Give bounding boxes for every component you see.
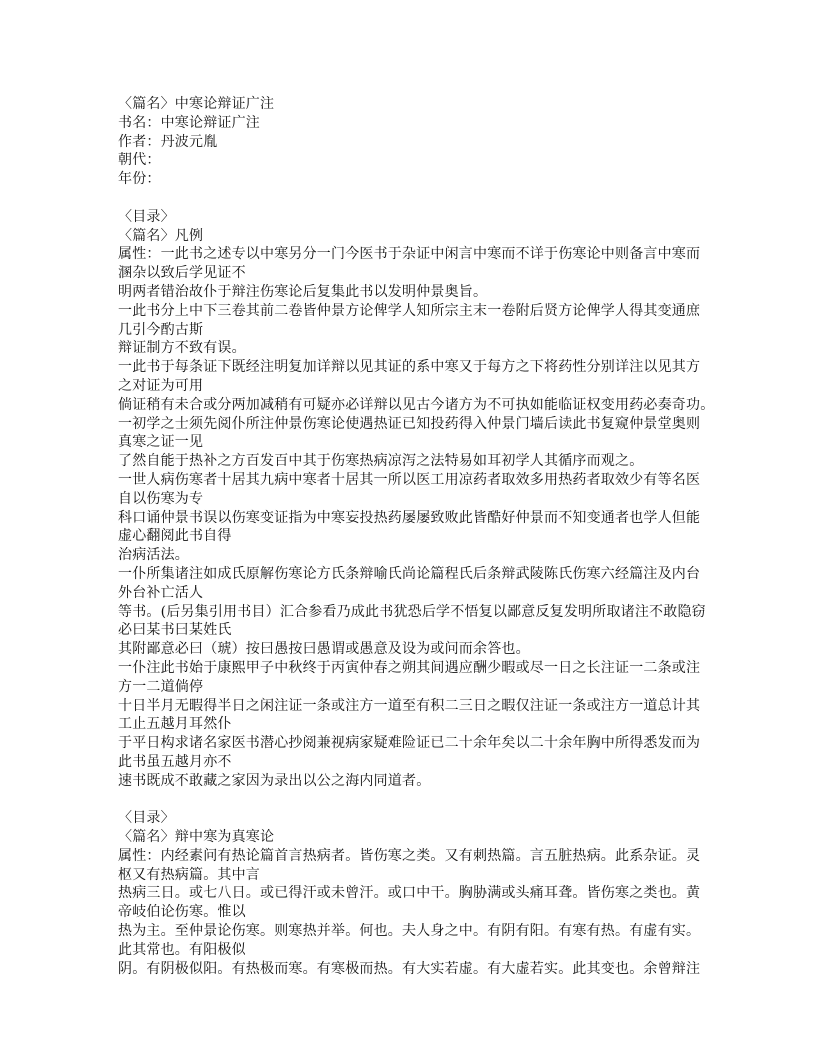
text-line: 〈篇名〉凡例 [118, 227, 204, 244]
text-line: 阴。有阴极似阳。有热极而寒。有寒极而热。有大实若虚。有大虚若实。此其变也。余曾辩注 [118, 960, 701, 977]
text-line: 自以伤寒为专 [118, 490, 204, 507]
text-line: 一初学之士须先阅仆所注仲景伤寒论使遇热证已知投药得入仲景门墙后读此书复窥仲景堂奥则 [118, 415, 701, 432]
text-line: 此其常也。有阳极似 [118, 941, 246, 958]
text-line: 外台补亡活人 [118, 584, 204, 601]
text-line: 溷杂以致后学见证不 [118, 265, 246, 282]
text-line: 年份： [118, 171, 161, 188]
blank-line [118, 189, 714, 208]
document-body [118, 95, 714, 978]
text-line: 速书既成不敢藏之家因为录出以公之海内同道者。 [118, 772, 431, 789]
text-line: 热病三日。或七八日。或已得汗或未曾汗。或口中干。胸胁满或头痛耳聋。皆伤寒之类也。黄 [118, 885, 701, 902]
text-line: 一仆注此书始于康熙甲子中秋终于丙寅仲春之朔其间遇应酬少暇或尽一日之长注证一二条或注 [118, 659, 701, 676]
text-line: 方一二道倘停 [118, 678, 204, 695]
text-line: 必曰某书曰某姓氏 [118, 622, 232, 639]
text-line: 辩证制方不致有误。 [118, 340, 246, 357]
text-line: 工止五越月耳然仆 [118, 716, 232, 733]
text-line: 作者：丹波元胤 [118, 133, 218, 150]
text-line: 一世人病伤寒者十居其九病中寒者十居其一所以医工用凉药者取效多用热药者取效少有等名医 [118, 471, 701, 488]
text-line: 虚心翻阅此书自得 [118, 528, 232, 545]
text-line: 枢又有热病篇。其中言 [118, 866, 260, 883]
text-line: 于平日构求诸名家医书潜心抄阅兼视病家疑难险证已二十余年矣以二十余年胸中所得悉发而为 [118, 735, 701, 752]
text-line: 帝岐伯论伤寒。惟以 [118, 904, 246, 921]
text-line: 〈篇名〉中寒论辩证广注 [118, 96, 275, 112]
text-line: 真寒之证一见 [118, 434, 204, 451]
text-line: 治病活法。 [118, 547, 189, 564]
blank-line [118, 790, 714, 809]
text-line: 之对证为可用 [118, 377, 204, 394]
text-line: 属性：内经素问有热论篇首言热病者。皆伤寒之类。又有刺热篇。言五脏热病。此系杂证。灵 [118, 847, 701, 864]
text-line: 科口诵仲景书误以伤寒变证指为中寒妄投热药屡屡致败此皆酷好仲景而不知变通者也学人但能 [118, 509, 701, 526]
text-line: 十日半月无暇得半日之闲注证一条或注方一道至有积二三日之暇仅注证一条或注方一道总计其 [118, 697, 701, 714]
text-line: 一仆所集诸注如成氏原解伤寒论方氏条辩喻氏尚论篇程氏后条辩武陵陈氏伤寒六经篇注及内台 [118, 565, 701, 582]
text-line: 一此书于每条证下既经注明复加详辩以见其证的系中寒又于每方之下将药性分别详注以见其方 [118, 359, 701, 376]
text-line: 明两者错治故仆于辩注伤寒论后复集此书以发明仲景奥旨。 [118, 283, 488, 300]
text-line: 〈目录〉 [118, 208, 175, 225]
text-line: 了然自能于热补之方百发百中其于伤寒热病凉泻之法特易如耳初学人其循序而观之。 [118, 453, 644, 470]
text-line: 一此书分上中下三卷其前二卷皆仲景方论俾学人知所宗主末一卷附后贤方论俾学人得其变通庶 [118, 302, 701, 319]
text-line: 等书。(后另集引用书目）汇合参看乃成此书犹恐后学不悟复以鄙意反复发明所取诸注不敢隐窃 [118, 603, 706, 620]
text-line: 热为主。至仲景论伤寒。则寒热并举。何也。夫人身之中。有阴有阳。有寒有热。有虚有实。 [118, 923, 701, 940]
text-line: 属性：一此书之述专以中寒另分一门今医书于杂证中闲言中寒而不详于伤寒论中则备言中寒而 [118, 246, 701, 263]
text-line: 倘证稍有未合或分两加减稍有可疑亦必详辩以见古今诸方为不可执如能临证权变用药必奏奇功。 [118, 396, 715, 413]
text-line: 书名：中寒论辩证广注 [118, 114, 260, 131]
text-line: 几引今酌古斯 [118, 321, 204, 338]
text-line: 〈目录〉 [118, 810, 175, 827]
text-line: 〈篇名〉辩中寒为真寒论 [118, 829, 275, 846]
text-line: 此书虽五越月亦不 [118, 753, 232, 770]
text-line: 朝代： [118, 152, 161, 169]
text-line: 其附鄙意必曰（琥）按曰愚按曰愚谓或愚意及设为或问而余答也。 [118, 641, 530, 658]
